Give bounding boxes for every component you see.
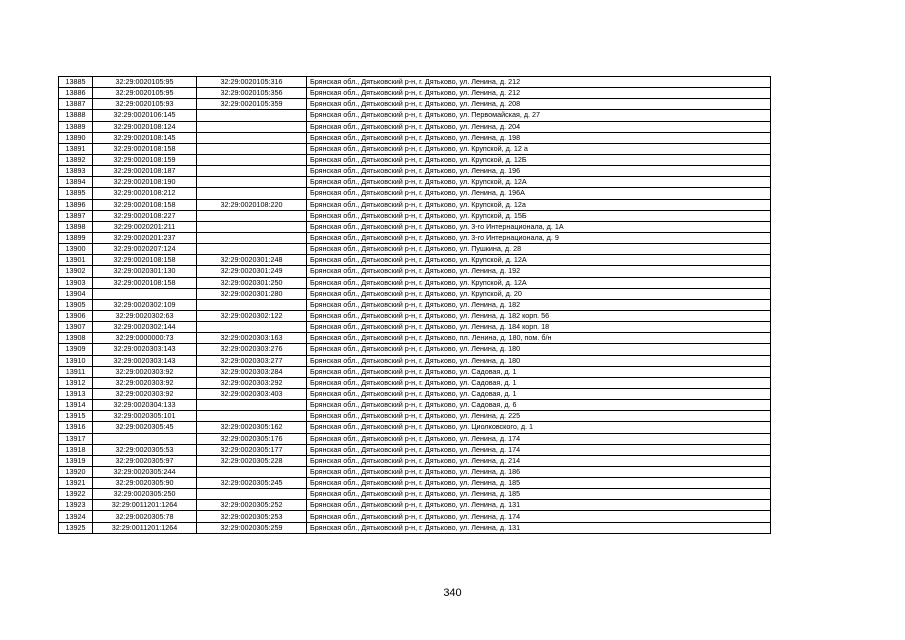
table-row [59,188,771,199]
table-row [59,478,771,489]
table-row [59,511,771,522]
land-cadastral-number-cell: 32:29:0020108:212 [93,188,197,199]
table-row [59,366,771,377]
object-cadastral-number-cell [197,154,307,165]
land-cadastral-number-cell: 32:29:0020305:78 [93,511,197,522]
land-cadastral-number-cell: 32:29:0020305:244 [93,466,197,477]
address-cell: Брянская обл., Дятьковский р-н, г. Дятьково, ул. Ленина, д. 192 [307,266,771,277]
land-cadastral-number-cell: 32:29:0011201:1264 [93,522,197,533]
object-cadastral-number-cell: 32:29:0020305:177 [197,444,307,455]
row-number-cell: 13887 [59,99,93,110]
land-cadastral-number-cell: 32:29:0020105:95 [93,88,197,99]
table-row [59,355,771,366]
table-row [59,255,771,266]
row-number-cell: 13909 [59,344,93,355]
table-row [59,444,771,455]
table-row [59,489,771,500]
row-number-cell: 13893 [59,166,93,177]
table-row [59,88,771,99]
object-cadastral-number-cell: 32:29:0020303:277 [197,355,307,366]
object-cadastral-number-cell: 32:29:0020108:220 [197,199,307,210]
table-row [59,132,771,143]
address-cell: Брянская обл., Дятьковский р-н, г. Дятьково, ул. Крупской, д. 12А [307,177,771,188]
address-cell: Брянская обл., Дятьковский р-н, г. Дятьково, ул. Ленина, д. 204 [307,121,771,132]
address-cell: Брянская обл., Дятьковский р-н, г. Дятьково, ул. Ленина, д. 185 [307,478,771,489]
land-cadastral-number-cell: 32:29:0020201:211 [93,221,197,232]
address-cell: Брянская обл., Дятьковский р-н, г. Дятьково, ул. Ленина, д. 225 [307,411,771,422]
land-cadastral-number-cell: 32:29:0020302:144 [93,322,197,333]
address-cell: Брянская обл., Дятьковский р-н, г. Дятьково, ул. Ленина, д. 208 [307,99,771,110]
table-row [59,400,771,411]
land-cadastral-number-cell: 32:29:0020303:92 [93,388,197,399]
address-cell: Брянская обл., Дятьковский р-н, г. Дятьково, ул. Первомайская, д. 27 [307,110,771,121]
row-number-cell: 13885 [59,77,93,88]
object-cadastral-number-cell [197,411,307,422]
object-cadastral-number-cell [197,400,307,411]
table-row [59,322,771,333]
object-cadastral-number-cell [197,121,307,132]
address-cell: Брянская обл., Дятьковский р-н, г. Дятьково, ул. Садовая, д. 1 [307,366,771,377]
land-cadastral-number-cell: 32:29:0020108:145 [93,132,197,143]
table-row [59,77,771,88]
land-cadastral-number-cell: 32:29:0020105:95 [93,77,197,88]
row-number-cell: 13892 [59,154,93,165]
land-cadastral-number-cell: 32:29:0020302:63 [93,310,197,321]
object-cadastral-number-cell [197,143,307,154]
row-number-cell: 13911 [59,366,93,377]
row-number-cell: 13917 [59,433,93,444]
object-cadastral-number-cell [197,244,307,255]
address-cell: Брянская обл., Дятьковский р-н, г. Дятьково, ул. Садовая, д. 6 [307,400,771,411]
object-cadastral-number-cell: 32:29:0020305:253 [197,511,307,522]
object-cadastral-number-cell: 32:29:0020303:284 [197,366,307,377]
table-row [59,333,771,344]
table-row [59,110,771,121]
row-number-cell: 13890 [59,132,93,143]
row-number-cell: 13898 [59,221,93,232]
row-number-cell: 13903 [59,277,93,288]
object-cadastral-number-cell [197,132,307,143]
table-row [59,199,771,210]
land-cadastral-number-cell: 32:29:0020305:97 [93,455,197,466]
land-cadastral-number-cell: 32:29:0020304:133 [93,400,197,411]
object-cadastral-number-cell: 32:29:0020303:403 [197,388,307,399]
land-cadastral-number-cell: 32:29:0020302:109 [93,299,197,310]
object-cadastral-number-cell: 32:29:0020305:176 [197,433,307,444]
address-cell: Брянская обл., Дятьковский р-н, г. Дятьково, ул. Ленина, д. 186 [307,466,771,477]
object-cadastral-number-cell: 32:29:0020302:122 [197,310,307,321]
address-cell: Брянская обл., Дятьковский р-н, г. Дятьково, ул. Ленина, д. 182 корп. 56 [307,310,771,321]
land-cadastral-number-cell: 32:29:0020303:92 [93,366,197,377]
object-cadastral-number-cell: 32:29:0020305:252 [197,500,307,511]
object-cadastral-number-cell [197,110,307,121]
row-number-cell: 13914 [59,400,93,411]
table-row [59,466,771,477]
row-number-cell: 13916 [59,422,93,433]
address-cell: Брянская обл., Дятьковский р-н, г. Дятьково, ул. Садовая, д. 1 [307,388,771,399]
object-cadastral-number-cell: 32:29:0020301:248 [197,255,307,266]
row-number-cell: 13906 [59,310,93,321]
land-cadastral-number-cell: 32:29:0020303:143 [93,355,197,366]
row-number-cell: 13891 [59,143,93,154]
row-number-cell: 13924 [59,511,93,522]
object-cadastral-number-cell: 32:29:0020301:250 [197,277,307,288]
land-cadastral-number-cell: 32:29:0020305:45 [93,422,197,433]
object-cadastral-number-cell [197,232,307,243]
address-cell: Брянская обл., Дятьковский р-н, г. Дятьково, ул. Крупской, д. 15Б [307,210,771,221]
address-cell: Брянская обл., Дятьковский р-н, г. Дятьково, ул. Ленина, д. 184 корп. 18 [307,322,771,333]
row-number-cell: 13896 [59,199,93,210]
object-cadastral-number-cell [197,188,307,199]
table-row [59,143,771,154]
address-cell: Брянская обл., Дятьковский р-н, г. Дятьково, ул. Ленина, д. 212 [307,77,771,88]
address-cell: Брянская обл., Дятьковский р-н, г. Дятьково, ул. Крупской, д. 12А [307,255,771,266]
address-cell: Брянская обл., Дятьковский р-н, г. Дятьково, ул. Ленина, д. 196 [307,166,771,177]
table-row [59,299,771,310]
address-cell: Брянская обл., Дятьковский р-н, г. Дятьково, ул. Ленина, д. 185 [307,489,771,500]
land-cadastral-number-cell: 32:29:0020108:158 [93,255,197,266]
address-cell: Брянская обл., Дятьковский р-н, г. Дятьково, ул. Крупской, д. 12А [307,277,771,288]
table-row [59,455,771,466]
table-row [59,344,771,355]
object-cadastral-number-cell: 32:29:0020301:249 [197,266,307,277]
row-number-cell: 13923 [59,500,93,511]
table-row [59,310,771,321]
object-cadastral-number-cell: 32:29:0020305:162 [197,422,307,433]
row-number-cell: 13899 [59,232,93,243]
row-number-cell: 13902 [59,266,93,277]
land-cadastral-number-cell: 32:29:0020108:158 [93,199,197,210]
address-cell: Брянская обл., Дятьковский р-н, г. Дятьково, ул. Ленина, д. 198 [307,132,771,143]
table-row [59,422,771,433]
object-cadastral-number-cell [197,466,307,477]
table-row [59,232,771,243]
address-cell: Брянская обл., Дятьковский р-н, г. Дятьково, ул. Садовая, д. 1 [307,377,771,388]
land-cadastral-number-cell: 32:29:0020305:53 [93,444,197,455]
table-row [59,121,771,132]
row-number-cell: 13894 [59,177,93,188]
table-row [59,166,771,177]
land-cadastral-number-cell: 32:29:0020105:93 [93,99,197,110]
table-row [59,433,771,444]
object-cadastral-number-cell: 32:29:0020303:292 [197,377,307,388]
address-cell: Брянская обл., Дятьковский р-н, г. Дятьково, ул. Пушкина, д. 28 [307,244,771,255]
row-number-cell: 13889 [59,121,93,132]
registry-table [58,76,771,534]
address-cell: Брянская обл., Дятьковский р-н, г. Дятьково, ул. Ленина, д. 131 [307,522,771,533]
row-number-cell: 13921 [59,478,93,489]
row-number-cell: 13905 [59,299,93,310]
object-cadastral-number-cell [197,221,307,232]
land-cadastral-number-cell: 32:29:0020301:130 [93,266,197,277]
table-row [59,266,771,277]
address-cell: Брянская обл., Дятьковский р-н, г. Дятьково, ул. Крупской, д. 12 а [307,143,771,154]
land-cadastral-number-cell: 32:29:0020108:159 [93,154,197,165]
object-cadastral-number-cell [197,177,307,188]
address-cell: Брянская обл., Дятьковский р-н, г. Дятьково, ул. Ленина, д. 196А [307,188,771,199]
object-cadastral-number-cell: 32:29:0020105:356 [197,88,307,99]
table-row [59,244,771,255]
land-cadastral-number-cell: 32:29:0020303:143 [93,344,197,355]
row-number-cell: 13904 [59,288,93,299]
registry-table-body [59,77,771,534]
land-cadastral-number-cell: 32:29:0020108:158 [93,277,197,288]
address-cell: Брянская обл., Дятьковский р-н, г. Дятьково, ул. Ленина, д. 174 [307,433,771,444]
address-cell: Брянская обл., Дятьковский р-н, г. Дятьково, ул. 3-го Интернационала, д. 1А [307,221,771,232]
row-number-cell: 13915 [59,411,93,422]
row-number-cell: 13897 [59,210,93,221]
object-cadastral-number-cell [197,210,307,221]
land-cadastral-number-cell: 32:29:0020305:250 [93,489,197,500]
row-number-cell: 13925 [59,522,93,533]
land-cadastral-number-cell: 32:29:0020305:101 [93,411,197,422]
land-cadastral-number-cell: 32:29:0020201:237 [93,232,197,243]
land-cadastral-number-cell: 32:29:0020207:124 [93,244,197,255]
land-cadastral-number-cell: 32:29:0020108:187 [93,166,197,177]
row-number-cell: 13919 [59,455,93,466]
table-row [59,277,771,288]
table-row [59,288,771,299]
row-number-cell: 13888 [59,110,93,121]
row-number-cell: 13901 [59,255,93,266]
object-cadastral-number-cell: 32:29:0020303:276 [197,344,307,355]
row-number-cell: 13908 [59,333,93,344]
row-number-cell: 13918 [59,444,93,455]
table-row [59,388,771,399]
table-row [59,154,771,165]
address-cell: Брянская обл., Дятьковский р-н, г. Дятьково, ул. Ленина, д. 214 [307,455,771,466]
row-number-cell: 13886 [59,88,93,99]
object-cadastral-number-cell [197,299,307,310]
land-cadastral-number-cell: 32:29:0020108:158 [93,143,197,154]
address-cell: Брянская обл., Дятьковский р-н, г. Дятьково, ул. Ленина, д. 174 [307,511,771,522]
land-cadastral-number-cell: 32:29:0011201:1264 [93,500,197,511]
address-cell: Брянская обл., Дятьковский р-н, г. Дятьково, ул. Ленина, д. 182 [307,299,771,310]
table-row [59,177,771,188]
row-number-cell: 13913 [59,388,93,399]
land-cadastral-number-cell [93,433,197,444]
row-number-cell: 13900 [59,244,93,255]
table-row [59,377,771,388]
address-cell: Брянская обл., Дятьковский р-н, г. Дятьково, ул. Ленина, д. 180 [307,344,771,355]
row-number-cell: 13912 [59,377,93,388]
object-cadastral-number-cell [197,489,307,500]
row-number-cell: 13922 [59,489,93,500]
object-cadastral-number-cell: 32:29:0020305:228 [197,455,307,466]
row-number-cell: 13920 [59,466,93,477]
address-cell: Брянская обл., Дятьковский р-н, г. Дятьково, пл. Ленина, д. 180, пом. б/н [307,333,771,344]
land-cadastral-number-cell: 32:29:0020305:90 [93,478,197,489]
address-cell: Брянская обл., Дятьковский р-н, г. Дятьково, ул. Крупской, д. 20 [307,288,771,299]
row-number-cell: 13907 [59,322,93,333]
address-cell: Брянская обл., Дятьковский р-н, г. Дятьково, ул. 3-го Интернационала, д. 9 [307,232,771,243]
land-cadastral-number-cell [93,288,197,299]
row-number-cell: 13910 [59,355,93,366]
object-cadastral-number-cell [197,166,307,177]
object-cadastral-number-cell: 32:29:0020305:245 [197,478,307,489]
land-cadastral-number-cell: 32:29:0020303:92 [93,377,197,388]
address-cell: Брянская обл., Дятьковский р-н, г. Дятьково, ул. Ленина, д. 131 [307,500,771,511]
object-cadastral-number-cell: 32:29:0020105:359 [197,99,307,110]
land-cadastral-number-cell: 32:29:0020108:227 [93,210,197,221]
address-cell: Брянская обл., Дятьковский р-н, г. Дятьково, ул. Ленина, д. 174 [307,444,771,455]
object-cadastral-number-cell: 32:29:0020305:259 [197,522,307,533]
table-row [59,221,771,232]
table-row [59,411,771,422]
row-number-cell: 13895 [59,188,93,199]
land-cadastral-number-cell: 32:29:0020106:145 [93,110,197,121]
land-cadastral-number-cell: 32:29:0000000:73 [93,333,197,344]
table-row [59,500,771,511]
object-cadastral-number-cell [197,322,307,333]
object-cadastral-number-cell: 32:29:0020301:280 [197,288,307,299]
table-row [59,99,771,110]
object-cadastral-number-cell: 32:29:0020105:316 [197,77,307,88]
page-number: 340 [443,587,462,599]
table-row [59,522,771,533]
table-row [59,210,771,221]
land-cadastral-number-cell: 32:29:0020108:190 [93,177,197,188]
address-cell: Брянская обл., Дятьковский р-н, г. Дятьково, ул. Ленина, д. 212 [307,88,771,99]
address-cell: Брянская обл., Дятьковский р-н, г. Дятьково, ул. Ленина, д. 180 [307,355,771,366]
address-cell: Брянская обл., Дятьковский р-н, г. Дятьково, ул. Крупской, д. 12а [307,199,771,210]
address-cell: Брянская обл., Дятьковский р-н, г. Дятьково, ул. Циолковского, д. 1 [307,422,771,433]
land-cadastral-number-cell: 32:29:0020108:124 [93,121,197,132]
object-cadastral-number-cell: 32:29:0020303:163 [197,333,307,344]
address-cell: Брянская обл., Дятьковский р-н, г. Дятьково, ул. Крупской, д. 12Б [307,154,771,165]
